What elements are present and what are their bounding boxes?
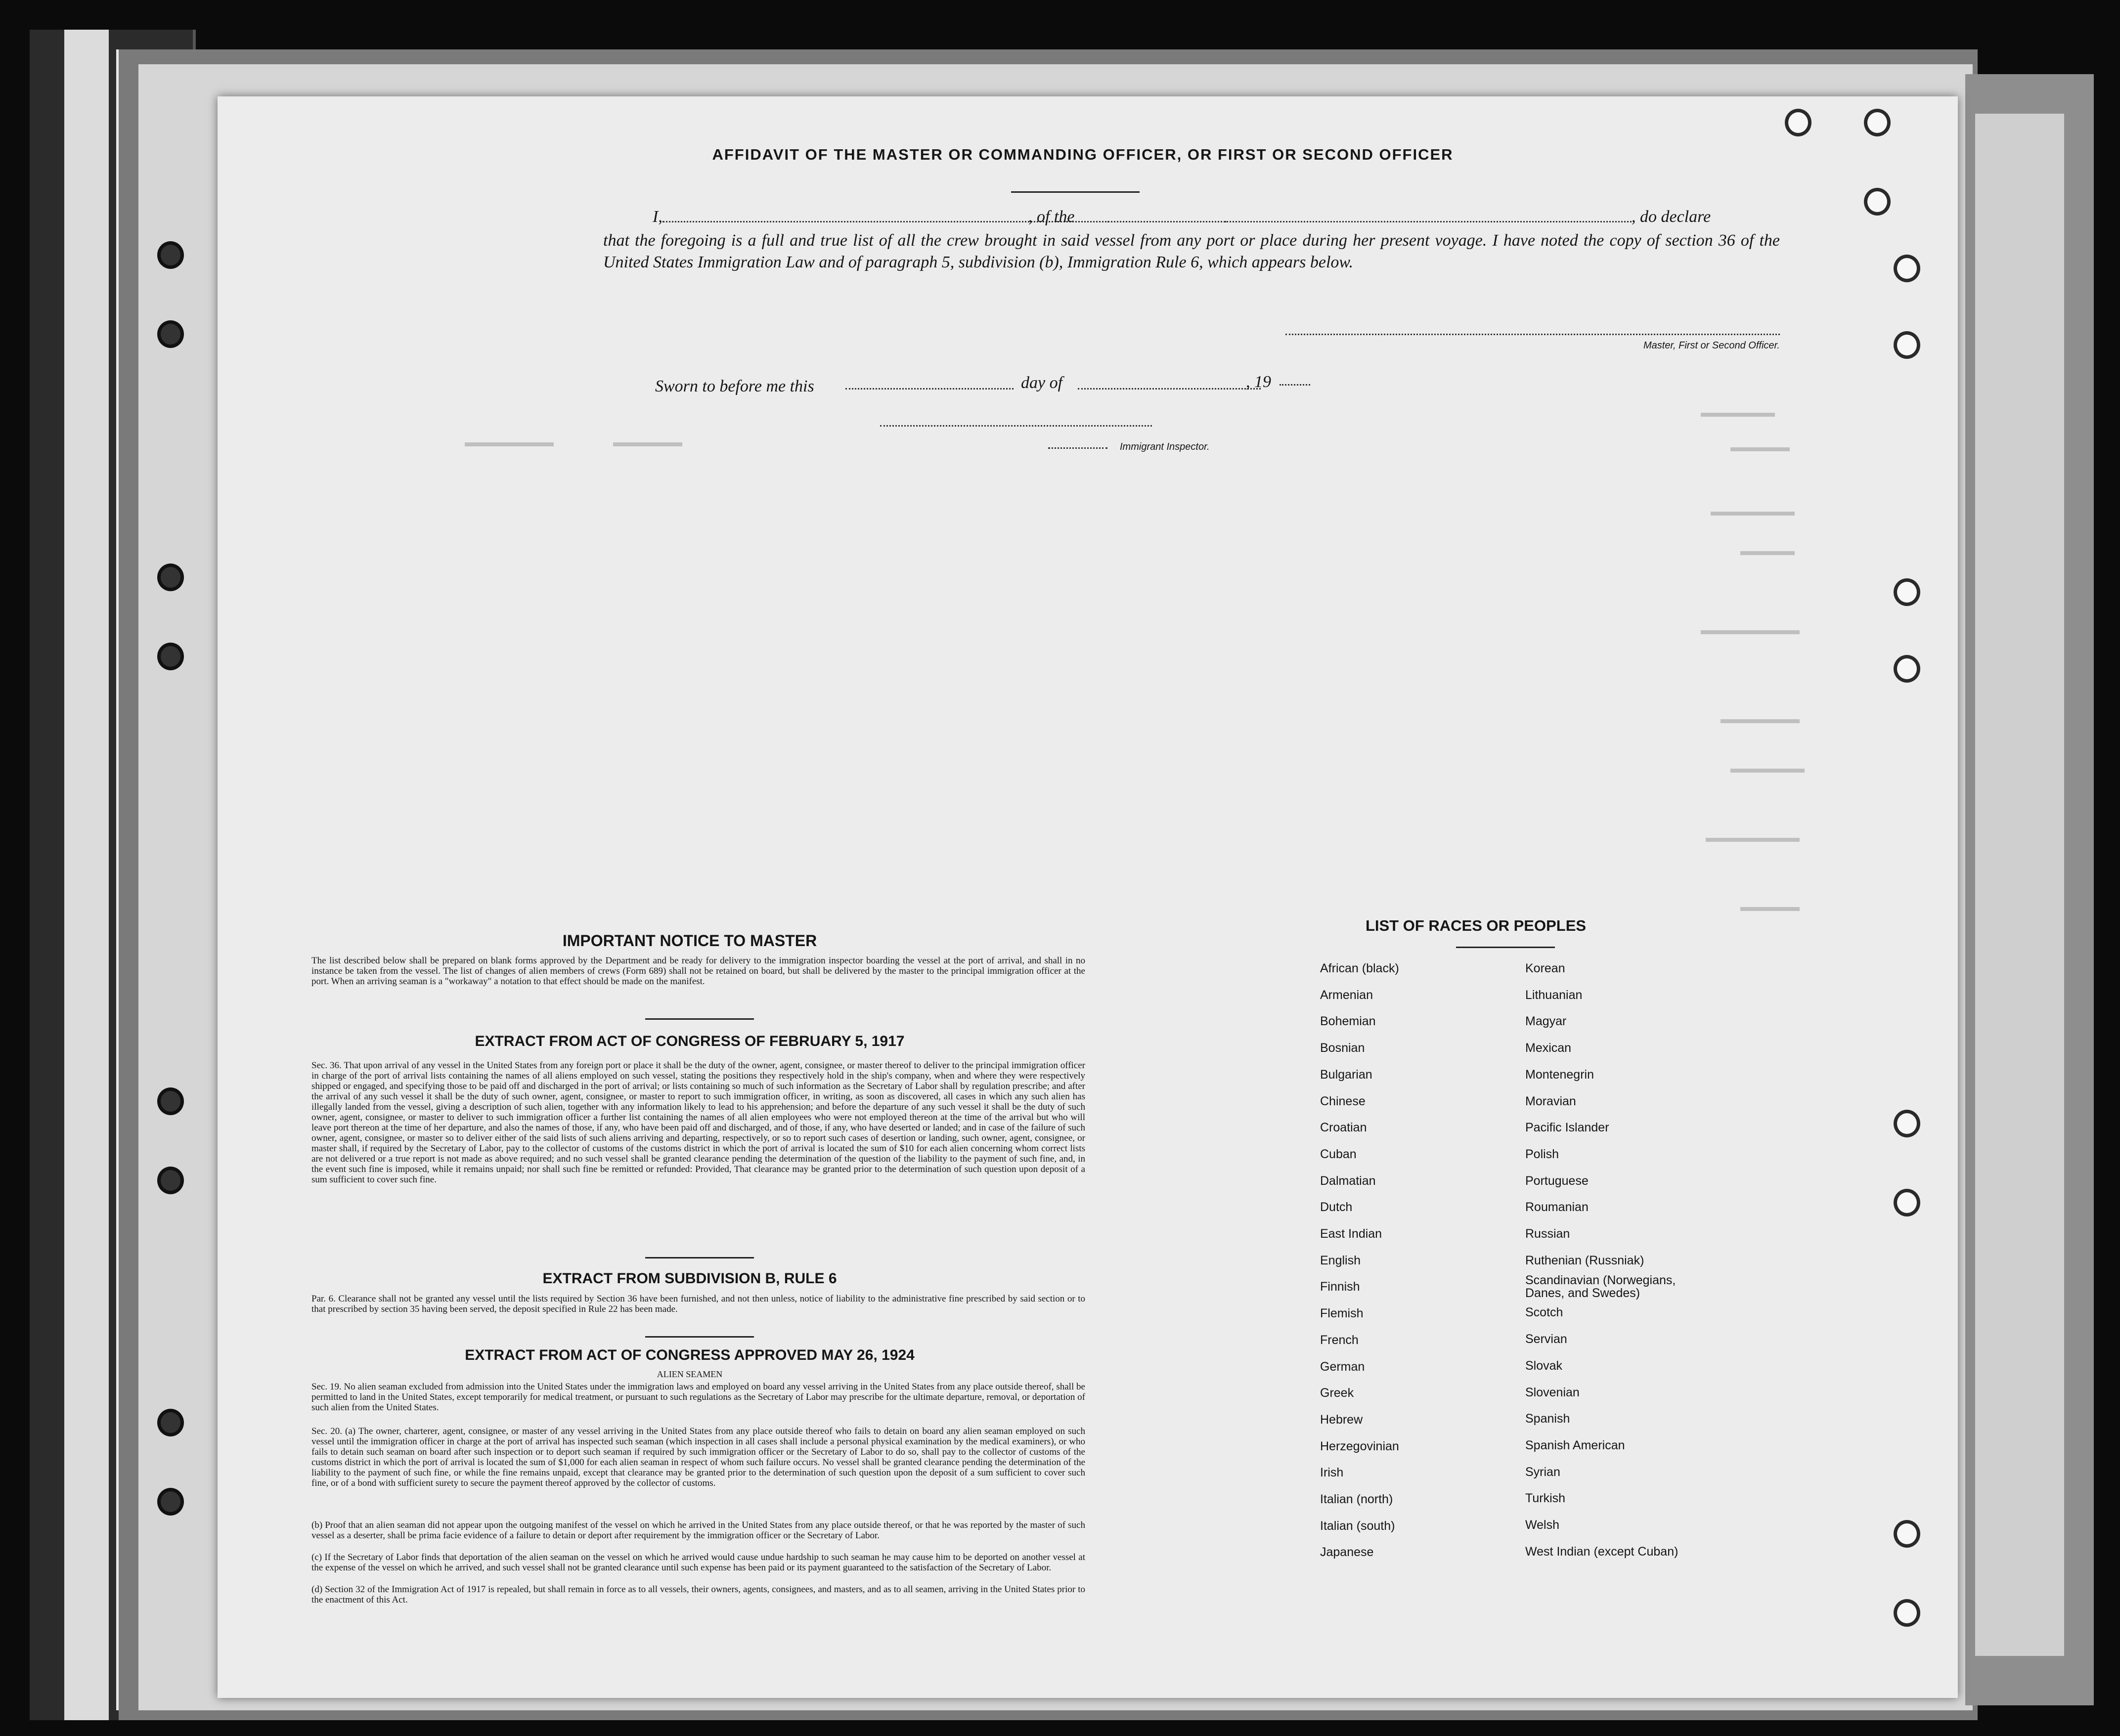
races-column-1: [1320, 955, 1399, 1566]
affidavit-title: AFFIDAVIT OF THE MASTER OR COMMANDING OFFICER, OR FIRST OR SECOND OFFICER: [712, 146, 1454, 163]
extract-1924-sec20c: (c) If the Secretary of Labor finds that deportation of the alien seaman on the vessel on which he arrived would cause undue hardship to such seaman he may cause him to be deported on another vessel at the expense of the vessel on which he arrived, and such vessel shall not be granted clearance until such expense has been paid or its payment guaranteed to the satisfaction of the Secretary of Labor.: [311, 1552, 1085, 1573]
race-item: Moravian: [1525, 1094, 1576, 1108]
bleed-through-mark: [1730, 447, 1790, 451]
race-item: Italian (south): [1320, 1519, 1395, 1533]
race-item: German: [1320, 1359, 1365, 1374]
race-item: Finnish: [1320, 1280, 1360, 1294]
rule6-title: EXTRACT FROM SUBDIVISION B, RULE 6: [542, 1270, 837, 1287]
races-title: LIST OF RACES OR PEOPLES: [1365, 917, 1587, 934]
race-item: Croatian: [1320, 1121, 1367, 1135]
binder-hole-icon: [157, 241, 184, 269]
extract-1917-body: Sec. 36. That upon arrival of any vessel in the United States from any foreign port or place it shall be the duty of the owner, agent, consignee, or master thereof to deliver to the principal immigration officer in charge of the port of arrival lists containing the names of all aliens employed on such vessel, stating the positions they respectively hold in the ship's company, when and where they were respectively shipped or engaged, and specifying those to be paid off and discharged in the port of arrival; or lists containing so much of such information as the Secretary of Labor shall by regulation prescribe; and after the arrival of any such vessel it shall be the duty of such owner, agent, consignee, or master to report to such immigration officer, in writing, as soon as discovered, all cases in which any such alien has illegally landed from the vessel, giving a description of such alien, together with any information likely to lead to his apprehension; and before the departure of any such vessel it shall be the duty of such owner, agent, consignee, or master to deliver to such immigration officer a further list containing the names of all alien employees who were not employed thereon at the time of the arrival but who will leave port thereon at the time of her departure, and also the names of those, if any, who have been paid off and discharged, and of those, if any, who have deserted or landed; and in case of the failure of such owner, agent, consignee, or master so to deliver either of the said lists of such aliens arriving and departing, respectively, or so to report such cases of desertion or landing, such owner, agent, consignee, or master shall, if required by the Secretary of Labor, pay to the collector of customs of the customs district in which the port of arrival is located the sum of $10 for each alien concerning whom correct lists are not delivered or a true report is not made as above required; and no such vessel shall be granted clearance pending the determination of the question of the liability to the payment of such fine, and, in the event such fine is imposed, while it remains unpaid; nor shall such fine be remitted or refunded: Provided, That clearance may be granted prior to the determination of such question upon deposit of a sum sufficient to cover such fine.: [311, 1060, 1085, 1185]
right-sheet-tab: [1975, 114, 2064, 1656]
affidavit-of-the: , of the: [1028, 208, 1075, 226]
race-item: Russian: [1525, 1227, 1570, 1241]
title-underline: [1011, 191, 1140, 193]
binder-hole-icon: [157, 643, 184, 670]
extract-1924-sec20a: Sec. 20. (a) The owner, charterer, agent, consignee, or master of any vessel arriving in the United States from any place outside thereof who fails to detain on board any alien seaman employed on such vessel until the immigration officer in charge at the port of arrival has inspected such seaman (which inspection in all cases shall include a personal physical examination by the medical examiners), or who fails to detain such seaman on board after such inspection or to deport such seaman if required by such immigration officer or the Secretary of Labor to do so, shall pay to the collector of customs of the customs district in which the port of arrival is located the sum of $1,000 for each alien seaman in respect of whom such failure occurs. No vessel shall be granted clearance pending the determination of the liability to the payment of such fine, or while the fine remains unpaid, except that clearance may be granted prior to the determination of such question upon the deposit of a sum sufficient to cover such fine, or of a bond with sufficient surety to secure the payment thereof approved by the collector of customs.: [311, 1426, 1085, 1488]
race-item: Spanish: [1525, 1412, 1570, 1426]
extract-1924-sec19: Sec. 19. No alien seaman excluded from admission into the United States under the immigration laws and employed on board any vessel arriving in the United States from any place outside thereof, shall be permitted to land in the United States, except temporarily for medical treatment, or pursuant to such regulations as the Secretary of Labor may prescribe for the ultimate departure, removal, or deportation of such alien from the United States.: [311, 1382, 1085, 1413]
notice-body: The list described below shall be prepared on blank forms approved by the Department and be ready for delivery to the immigration inspector boarding the vessel at the port of arrival, and shall in no instance be taken from the vessel. The list of changes of alien members of crews (Form 689) shall not be retained on board, but shall be delivered by the master to the principal immigration officer at the port. When an arriving seaman is a "workaway" a notation to that effect should be made on the manifest.: [311, 955, 1085, 987]
section-divider: [645, 1336, 754, 1338]
race-item: Dutch: [1320, 1200, 1353, 1215]
year-prefix: , 19: [1246, 373, 1271, 391]
race-item: Ruthenian (Russniak): [1525, 1253, 1644, 1267]
extract-1924-title: EXTRACT FROM ACT OF CONGRESS APPROVED MAY 26, 1924: [465, 1347, 915, 1363]
punch-hole-icon: [1894, 331, 1920, 359]
bleed-through-mark: [1701, 413, 1775, 417]
race-item: West Indian (except Cuban): [1525, 1544, 1678, 1559]
race-item: Magyar: [1525, 1014, 1567, 1029]
punch-hole-icon: [1894, 1189, 1920, 1216]
right-sheet-edge: [1965, 74, 2094, 1705]
race-item: Italian (north): [1320, 1492, 1393, 1507]
section-divider: [645, 1018, 754, 1020]
race-item: Servian: [1525, 1332, 1567, 1346]
sworn-year-field[interactable]: [1280, 384, 1310, 386]
affidavit-i-word: I,: [653, 208, 662, 226]
vessel-field[interactable]: [1107, 221, 1632, 222]
race-item: Bulgarian: [1320, 1067, 1372, 1082]
binder-strip: [64, 30, 109, 1720]
inspector-name-field[interactable]: [1048, 447, 1107, 449]
inspector-label: Immigrant Inspector.: [1120, 441, 1210, 452]
sworn-to-label: Sworn to before me this: [655, 377, 814, 395]
race-item: Scandinavian (Norwegians,: [1525, 1273, 1676, 1288]
race-item: Syrian: [1525, 1465, 1560, 1479]
race-item: Irish: [1320, 1466, 1344, 1480]
race-item: Lithuanian: [1525, 988, 1583, 1002]
punch-hole-icon: [1785, 109, 1811, 136]
race-item: Slovenian: [1525, 1385, 1580, 1399]
race-item: Japanese: [1320, 1545, 1374, 1560]
affidavit-do-declare: , do declare: [1632, 208, 1711, 226]
punch-hole-icon: [1894, 578, 1920, 606]
race-item: Bohemian: [1320, 1014, 1376, 1029]
race-item: Turkish: [1525, 1491, 1566, 1506]
race-item: Pacific Islander: [1525, 1121, 1609, 1135]
race-item: Montenegrin: [1525, 1067, 1594, 1082]
punch-hole-icon: [1894, 655, 1920, 683]
race-item: Polish: [1525, 1147, 1559, 1161]
race-item: Mexican: [1525, 1041, 1572, 1055]
sworn-day-field[interactable]: [845, 388, 1014, 390]
punch-hole-icon: [1864, 188, 1891, 216]
race-item: Armenian: [1320, 988, 1373, 1002]
race-item: Chinese: [1320, 1094, 1366, 1108]
bleed-through-mark: [613, 442, 682, 446]
races-title-underline: [1456, 947, 1555, 948]
race-item: Dalmatian: [1320, 1173, 1376, 1188]
race-item: Herzegovinian: [1320, 1439, 1399, 1453]
section-divider: [645, 1257, 754, 1259]
punch-hole-icon: [1864, 109, 1891, 136]
binder-hole-icon: [157, 1167, 184, 1194]
master-signature-label: Master, First or Second Officer.: [1643, 340, 1780, 351]
race-item: Danes, and Swedes): [1525, 1286, 1640, 1301]
bleed-through-mark: [1730, 769, 1805, 773]
inspector-signature-field[interactable]: [880, 425, 1152, 427]
bleed-through-mark: [465, 442, 554, 446]
race-item: Greek: [1320, 1386, 1354, 1400]
race-item: African (black): [1320, 961, 1399, 975]
affidavit-body: that the foregoing is a full and true list of all the crew brought in said vessel from any port or place during her present voyage. I have noted the copy of section 36 of the United States Immigration Law and of paragraph 5, subdivision (b), Immigration Rule 6, which appears below.: [603, 231, 1780, 271]
race-item: Bosnian: [1320, 1041, 1365, 1055]
bleed-through-mark: [1740, 551, 1795, 555]
race-item: English: [1320, 1253, 1361, 1267]
binder-hole-icon: [157, 320, 184, 348]
punch-hole-icon: [1894, 1599, 1920, 1627]
extract-1924-subtitle: ALIEN SEAMEN: [657, 1369, 723, 1379]
punch-hole-icon: [1894, 1110, 1920, 1137]
race-item: Spanish American: [1525, 1438, 1625, 1452]
binder-hole-icon: [157, 1087, 184, 1115]
race-item: Hebrew: [1320, 1412, 1363, 1427]
binder-hole-icon: [157, 1409, 184, 1436]
punch-hole-icon: [1894, 255, 1920, 282]
binder-hole-icon: [157, 564, 184, 591]
race-item: Cuban: [1320, 1147, 1357, 1161]
bleed-through-mark: [1706, 838, 1800, 842]
rule6-body: Par. 6. Clearance shall not be granted any vessel until the lists required by Section 36 have been furnished, and not then unless, notice of liability to the administrative fine prescribed by said section or to that prescribed by section 35 having been served, the deposit specified in Rule 22 has been made.: [311, 1294, 1085, 1314]
race-item: Flemish: [1320, 1306, 1364, 1321]
race-item: Roumanian: [1525, 1200, 1589, 1215]
extract-1924-sec20d: (d) Section 32 of the Immigration Act of 1917 is repealed, but shall remain in force as to all vessels, their owners, agents, consignees, and masters, and as to all seamen, arriving in the United States prior to the enactment of this Act.: [311, 1584, 1085, 1605]
race-item: Portuguese: [1525, 1173, 1589, 1188]
race-item: East Indian: [1320, 1227, 1382, 1241]
race-item: French: [1320, 1333, 1359, 1347]
notice-title: IMPORTANT NOTICE TO MASTER: [562, 932, 817, 950]
binder-hole-icon: [157, 1488, 184, 1516]
document-page: [218, 96, 1958, 1698]
bleed-through-mark: [1721, 719, 1800, 723]
race-item: Korean: [1525, 961, 1565, 975]
race-item: Slovak: [1525, 1358, 1563, 1373]
sworn-month-field[interactable]: [1078, 388, 1261, 390]
master-signature-field[interactable]: [1285, 334, 1780, 335]
race-item: Welsh: [1525, 1518, 1560, 1532]
bleed-through-mark: [1701, 630, 1800, 634]
punch-hole-icon: [1894, 1520, 1920, 1548]
bleed-through-mark: [1711, 512, 1795, 516]
races-column-2: [1525, 955, 1678, 1565]
extract-1924-sec20b: (b) Proof that an alien seaman did not appear upon the outgoing manifest of the vessel on which he arrived in the United States from any place outside thereof, or that he was reported by the master of such vessel as a deserter, shall be prima facie evidence of a failure to detain or deport after requirement by the immigration officer or the Secretary of Labor.: [311, 1520, 1085, 1541]
extract-1917-title: EXTRACT FROM ACT OF CONGRESS OF FEBRUARY 5, 1917: [475, 1033, 905, 1049]
bleed-through-mark: [1740, 907, 1800, 911]
day-of-label: day of: [1021, 374, 1063, 392]
race-item: Scotch: [1525, 1305, 1563, 1320]
